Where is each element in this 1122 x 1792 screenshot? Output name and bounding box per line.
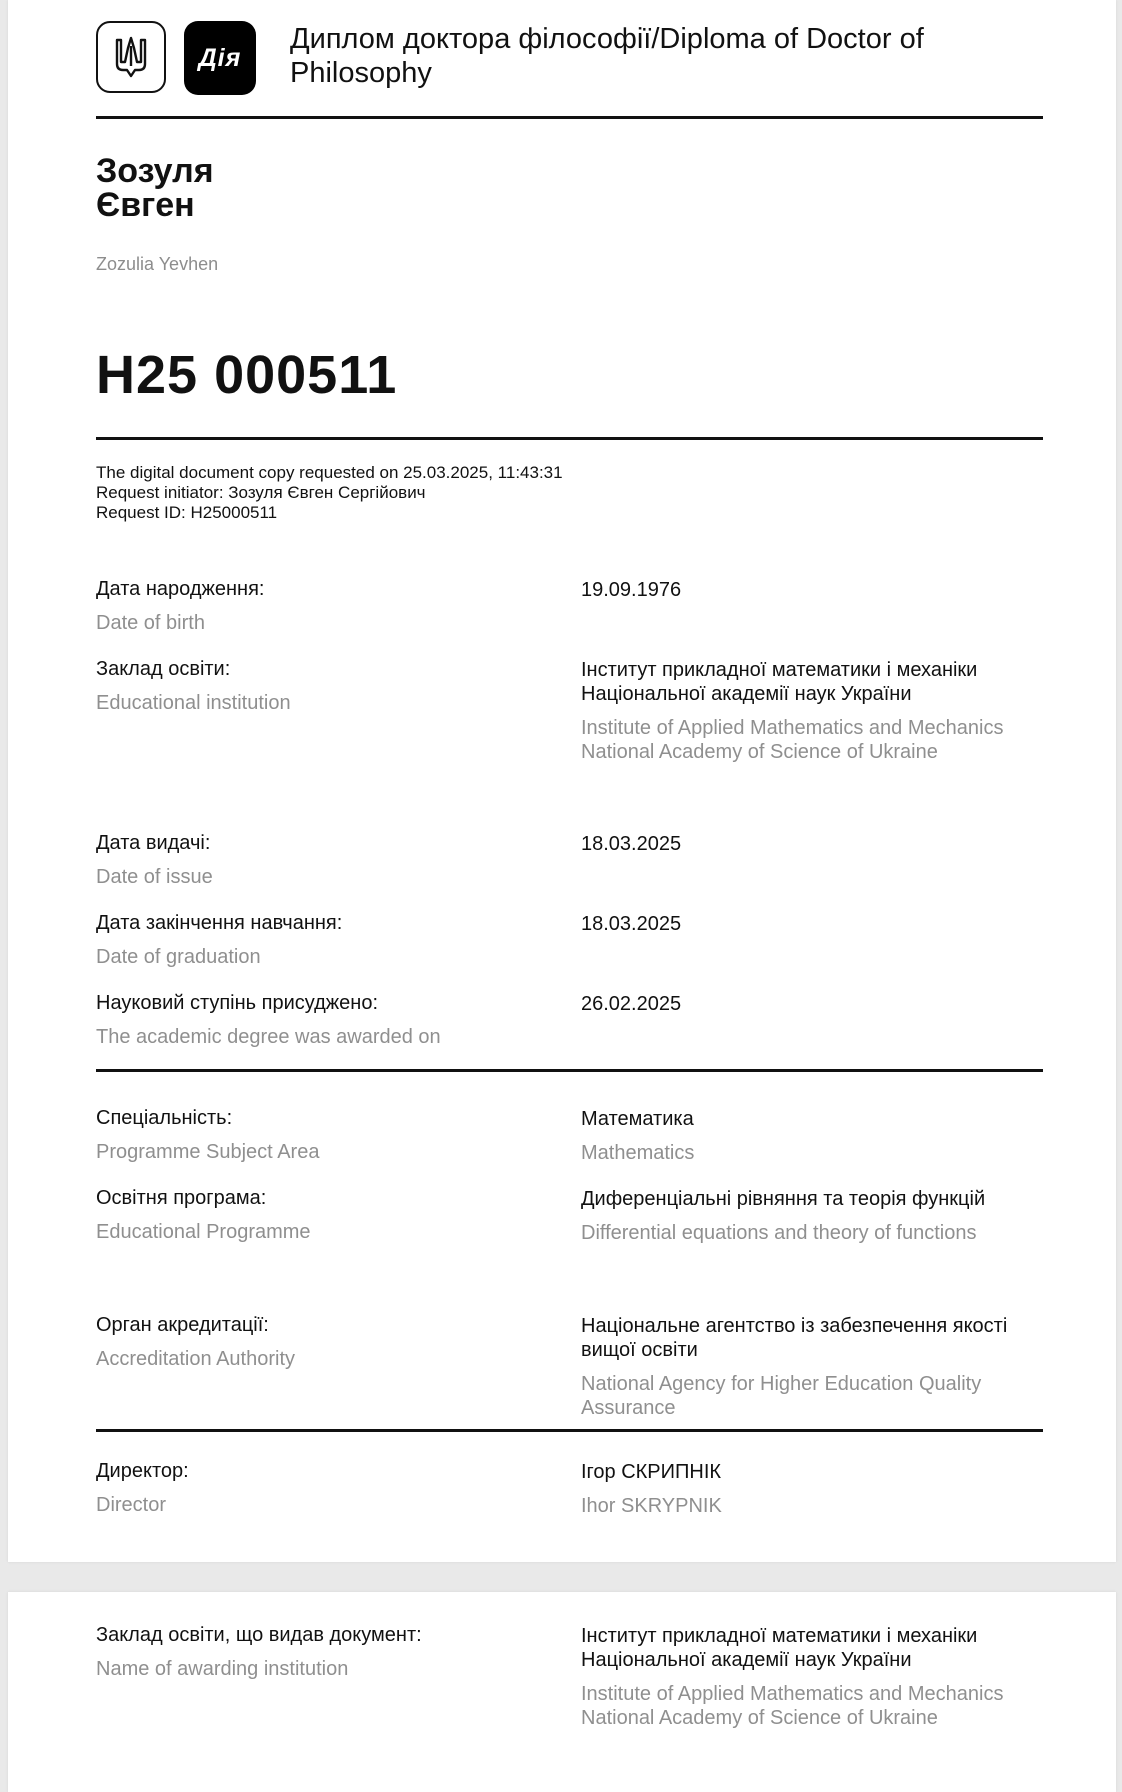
- holder-given-name: Євген: [96, 186, 195, 224]
- field-value: 26.02.2025: [581, 993, 682, 1015]
- field-label-en: Programme Subject Area: [96, 1141, 320, 1163]
- field-value: 18.03.2025: [581, 913, 682, 935]
- holder-latin-name: Zozulia Yevhen: [96, 254, 219, 274]
- field-label-en: Director: [96, 1494, 167, 1516]
- divider: [96, 1429, 1043, 1432]
- field-value-ua: Національне агентство із забезпечення якості вищої освіти: [581, 1315, 1008, 1361]
- request-date: The digital document copy requested on 25.03.2025, 11:43:31: [96, 463, 563, 482]
- field-value-en: Mathematics: [581, 1142, 695, 1164]
- field-value: 18.03.2025: [581, 833, 682, 855]
- field-label-ua: Орган акредитації:: [96, 1314, 269, 1336]
- field-value-ua: Диференціальні рівняння та теорія функцій: [581, 1188, 986, 1210]
- request-initiator: Request initiator: Зозуля Євген Сергійович: [96, 483, 426, 502]
- field-value-en: Institute of Applied Mathematics and Mechanics National Academy of Science of Ukraine: [581, 717, 1004, 763]
- field-label-en: Accreditation Authority: [96, 1348, 295, 1370]
- holder-name: [96, 154, 214, 222]
- request-id: Request ID: Н25000511: [96, 503, 278, 522]
- divider: [96, 116, 1043, 119]
- field-value-en: Differential equations and theory of functions: [581, 1222, 977, 1244]
- field-label-ua: Директор:: [96, 1460, 189, 1482]
- field-label-en: Date of issue: [96, 866, 213, 888]
- field-label-ua: Дата закінчення навчання:: [96, 912, 343, 934]
- diia-logo: Дія: [184, 21, 256, 95]
- document-page-2: [8, 1592, 1116, 1792]
- field-value-ua: Інститут прикладної математики і механіки Національної академії наук України: [581, 1625, 978, 1671]
- field-value-ua: Математика: [581, 1108, 694, 1130]
- field-label-ua: Дата видачі:: [96, 832, 211, 854]
- trident-icon: [96, 21, 166, 93]
- field-label-ua: Заклад освіти:: [96, 658, 231, 680]
- field-value-en: Institute of Applied Mathematics and Mechanics National Academy of Science of Ukraine: [581, 1683, 1004, 1729]
- field-label-en: Date of graduation: [96, 946, 261, 968]
- document-page-1: [8, 0, 1116, 1562]
- field-label-ua: Спеціальність:: [96, 1107, 233, 1129]
- field-label-ua: Освітня програма:: [96, 1187, 267, 1209]
- field-label-en: Educational institution: [96, 692, 291, 714]
- field-label-en: The academic degree was awarded on: [96, 1026, 441, 1048]
- document-number: Н25 000511: [96, 345, 398, 405]
- field-value-ua: Ігор СКРИПНІК: [581, 1461, 722, 1483]
- document-title: Диплом доктора філософії/Diploma of Doctor of Philosophy: [290, 23, 924, 89]
- field-label-ua: Дата народження:: [96, 578, 265, 600]
- field-value-en: Ihor SKRYPNIK: [581, 1495, 722, 1517]
- holder-surname: Зозуля: [96, 152, 214, 190]
- divider: [96, 437, 1043, 440]
- field-label-ua: Науковий ступінь присуджено:: [96, 992, 379, 1014]
- field-label-en: Date of birth: [96, 612, 205, 634]
- field-value-ua: Інститут прикладної математики і механіки Національної академії наук України: [581, 659, 978, 705]
- field-value: 19.09.1976: [581, 579, 682, 601]
- field-value-en: National Agency for Higher Education Quality Assurance: [581, 1373, 982, 1419]
- document-header: [96, 20, 1044, 96]
- field-label-en: Name of awarding institution: [96, 1658, 349, 1680]
- request-info: [96, 463, 563, 523]
- divider: [96, 1069, 1043, 1072]
- field-label-en: Educational Programme: [96, 1221, 311, 1243]
- field-label-ua: Заклад освіти, що видав документ:: [96, 1624, 422, 1646]
